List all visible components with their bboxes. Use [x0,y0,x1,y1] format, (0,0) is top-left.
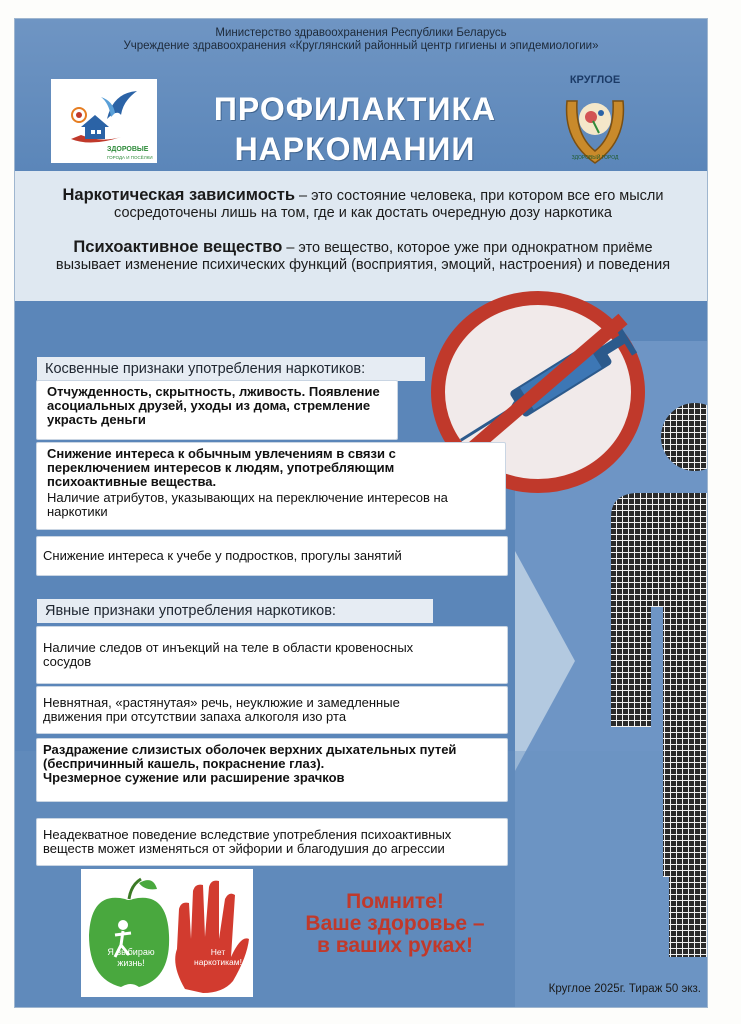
definition-text: – это состояние человека, при котором все его мысли сосредоточены лишь на том, где и как достать очередную дозу наркотика [114,188,664,221]
hand-text: Нет наркотикам! [194,947,242,967]
healthy-cities-logo [51,79,157,163]
page-title [165,89,545,169]
explicit-sign-item [37,687,507,733]
svg-text:ЗДОРОВЫЙ ГОРОД: ЗДОРОВЫЙ ГОРОД [571,155,619,161]
indirect-sign-item [37,443,505,529]
explicit-signs-heading: Явные признаки употребления наркотиков: [37,599,433,623]
horseshoe-emblem-icon [553,71,637,171]
header-institution [15,27,707,53]
kruglae-emblem [553,71,637,171]
explicit-sign-item [37,739,507,801]
explicit-sign-text: Наличие следов от инъекций на теле в области кровеносных сосудов [43,640,414,669]
explicit-sign-item [37,627,507,683]
definition-term: Наркотическая зависимость [62,186,295,204]
svg-text:ГОРОДА И ПОСЁЛКИ: ГОРОДА И ПОСЁЛКИ [107,155,153,160]
definition-text: – это вещество, которое уже при однократном приёме вызывает изменение психических функций (восприятия, эмоций, настроения) и поведения [55,240,671,273]
svg-text:КРУГЛОЕ: КРУГЛОЕ [569,74,621,86]
definition-addiction [39,187,687,222]
human-silhouette-icon [605,397,707,957]
bird-house-logo-icon [51,79,157,163]
apple-text: Я выбираю жизнь! [107,947,155,968]
indirect-sign-text: Наличие атрибутов, указывающих на переключение интересов на наркотики [47,490,448,519]
choose-life-image [81,869,253,997]
indirect-sign-item [37,537,507,575]
slogan [275,891,515,957]
explicit-sign-text: Неадекватное поведение вследствие употребления психоактивных веществ может изменяться от эйфории и благодушия до агрессии [43,827,452,856]
svg-text:ЗДОРОВЫЕ: ЗДОРОВЫЕ [107,146,149,153]
definition-term: Психоактивное вещество [73,238,283,256]
title-line1: ПРОФИЛАКТИКА [213,91,497,127]
print-run-footer: Круглое 2025г. Тираж 50 экз. [548,983,701,995]
indirect-signs-heading: Косвенные признаки употребления наркотиков: [37,357,425,381]
institution-line: Учреждение здравоохранения «Круглянский районный центр гигиены и эпидемиологии» [123,40,599,52]
ministry-line: Министерство здравоохранения Республики Беларусь [215,27,507,39]
indirect-sign-item [37,381,397,439]
explicit-sign-text: Раздражение слизистых оболочек верхних дыхательных путей (беспричинный кашель, покраснение глаз). [43,742,457,771]
title-line2: НАРКОМАНИИ [234,131,476,167]
explicit-sign-text: Невнятная, «растянутая» речь, неуклюжие и замедленные движения при отсутствии запаха алкоголя изо рта [43,695,400,724]
slogan-line3: в ваших руках! [316,934,474,957]
slogan-line2: Ваше здоровье – [305,912,485,935]
definition-psychoactive [39,239,687,274]
explicit-sign-item [37,819,507,865]
slogan-line1: Помните! [346,890,444,913]
indirect-sign-text: Снижение интереса к обычным увлечениям в связи с переключением интересов к людям, употребляющим психоактивные вещества. [47,446,396,489]
poster [14,18,708,1008]
apple-hand-icon [81,869,253,997]
indirect-sign-text: Отчужденность, скрытность, лживость. Появление асоциальных друзей, уходы из дома, стремление украсть деньги [47,384,380,427]
human-silhouette [605,397,707,957]
explicit-sign-text: Чрезмерное сужение или расширение зрачков [43,770,345,785]
indirect-sign-text: Снижение интереса к учебе у подростков, прогулы занятий [43,548,402,563]
